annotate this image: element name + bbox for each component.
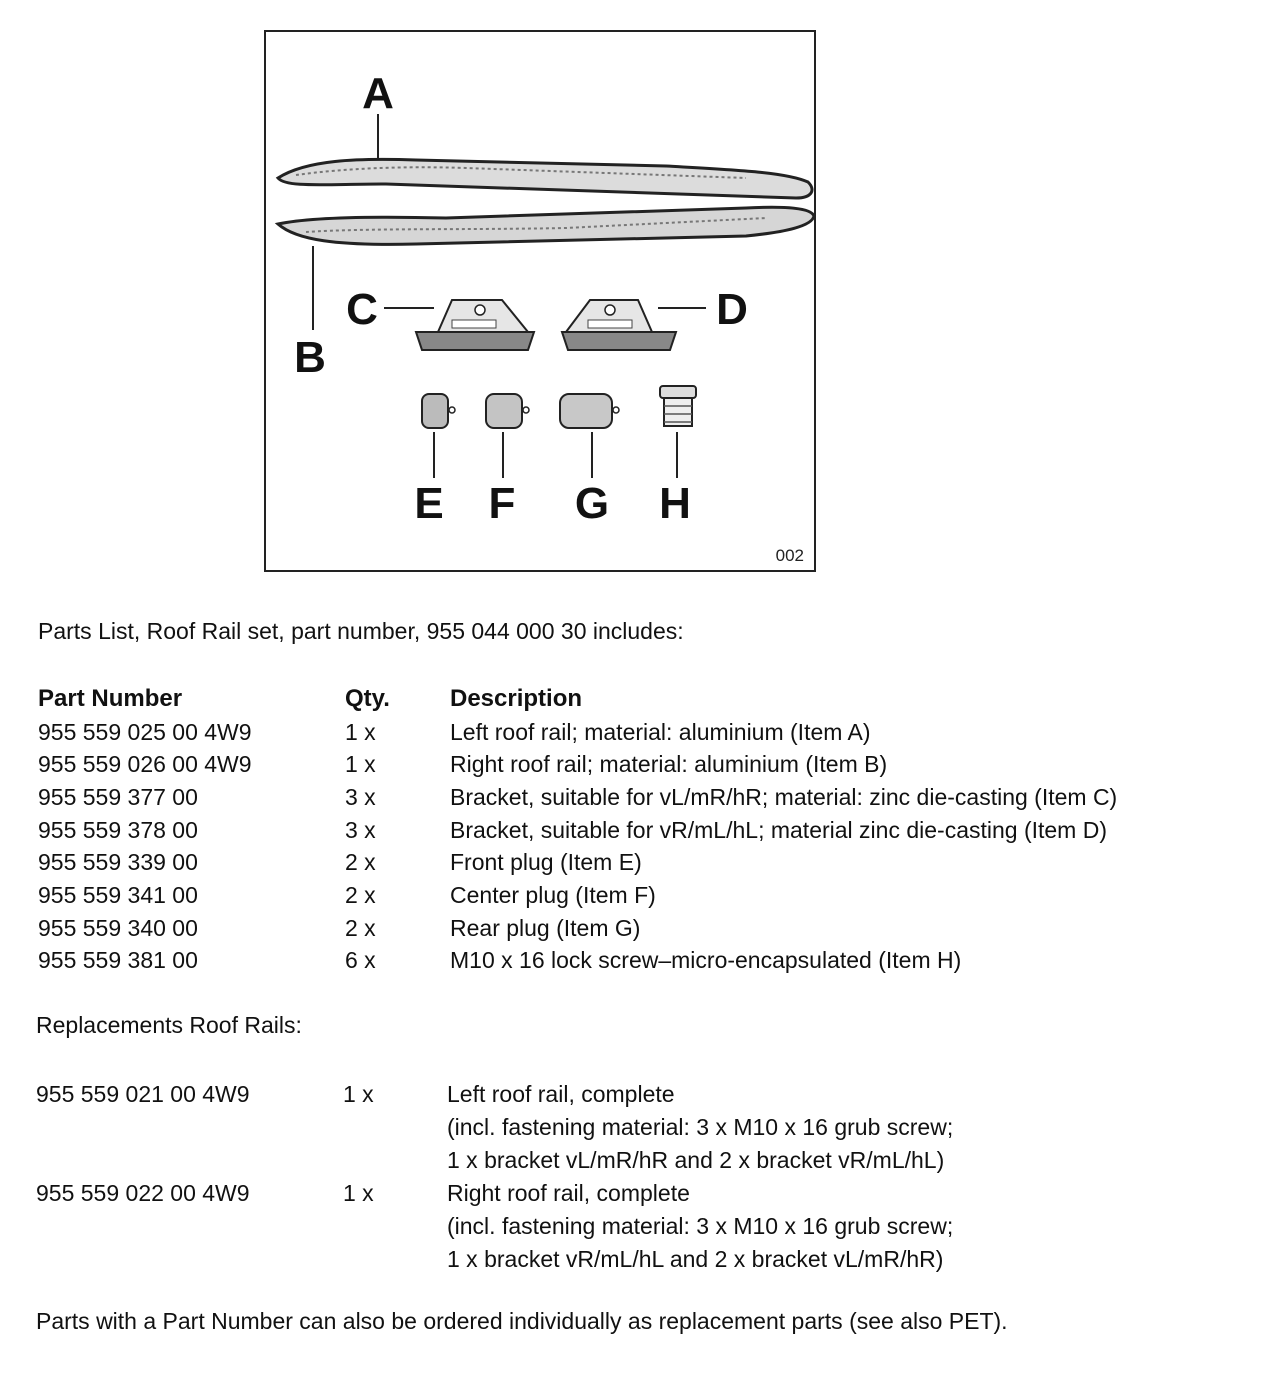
part-number: 955 559 026 00 4W9 xyxy=(38,751,252,778)
description: Rear plug (Item G) xyxy=(450,914,641,941)
description-line: Left roof rail, complete xyxy=(447,1081,675,1107)
label-e: E xyxy=(414,479,444,528)
description xyxy=(447,1177,953,1276)
description: Bracket, suitable for vL/mR/hR; material: zinc die-casting (Item C) xyxy=(450,783,1118,810)
qty: 1 x xyxy=(345,751,376,778)
plug-f xyxy=(486,394,529,428)
description-line: (incl. fastening material: 3 x M10 x 16 grub screw; xyxy=(447,1114,954,1140)
part-number: 955 559 377 00 xyxy=(38,783,198,810)
qty: 2 x xyxy=(345,849,376,876)
plug-g xyxy=(560,394,619,428)
qty: 3 x xyxy=(345,816,376,843)
description: Bracket, suitable for vR/mL/hL; material zinc die-casting (Item D) xyxy=(450,816,1108,843)
header-part-number: Part Number xyxy=(38,685,183,713)
label-c: C xyxy=(346,285,378,334)
rail-a xyxy=(278,159,812,198)
table-row xyxy=(38,748,1117,781)
part-number: 955 559 378 00 xyxy=(38,816,198,843)
figure-number: 002 xyxy=(775,546,804,565)
part-number: 955 559 021 00 4W9 xyxy=(36,1081,250,1107)
description: Left roof rail; material: aluminium (Item A) xyxy=(450,718,871,745)
qty: 2 x xyxy=(345,881,376,908)
part-number: 955 559 381 00 xyxy=(38,947,198,974)
description: Front plug (Item E) xyxy=(450,849,642,876)
rail-b xyxy=(278,207,814,244)
table-row xyxy=(38,912,1117,945)
qty: 1 x xyxy=(343,1180,374,1206)
description xyxy=(447,1078,953,1177)
table-header-row xyxy=(38,683,1117,716)
description-line: 1 x bracket vL/mR/hR and 2 x bracket vR/mL/hL) xyxy=(447,1147,945,1173)
part-number: 955 559 341 00 xyxy=(38,881,198,908)
label-a: A xyxy=(362,69,394,118)
screw-h xyxy=(660,386,696,426)
description: Center plug (Item F) xyxy=(450,881,656,908)
label-b: B xyxy=(294,333,326,382)
replacements-title: Replacements Roof Rails: xyxy=(36,1012,302,1038)
part-number: 955 559 340 00 xyxy=(38,914,198,941)
label-h: H xyxy=(659,479,691,528)
part-number: 955 559 022 00 4W9 xyxy=(36,1180,250,1206)
header-description: Description xyxy=(450,685,583,713)
header-qty: Qty. xyxy=(345,685,390,713)
table-row xyxy=(38,716,1117,749)
parts-table xyxy=(38,683,1117,977)
description: M10 x 16 lock screw–micro-encapsulated (Item H) xyxy=(450,947,962,974)
qty: 6 x xyxy=(345,947,376,974)
qty: 1 x xyxy=(345,718,376,745)
qty: 2 x xyxy=(345,914,376,941)
label-f: F xyxy=(488,479,516,528)
part-number: 955 559 025 00 4W9 xyxy=(38,718,252,745)
label-d: D xyxy=(716,285,748,334)
part-number: 955 559 339 00 xyxy=(38,849,198,876)
table-row xyxy=(38,945,1117,978)
qty: 1 x xyxy=(343,1081,374,1107)
parts-illustration xyxy=(264,30,816,572)
footnote: Parts with a Part Number can also be ordered individually as replacement parts (see also PET). xyxy=(36,1308,1008,1334)
parts-list-intro: Parts List, Roof Rail set, part number, 955 044 000 30 includes: xyxy=(38,618,684,644)
description-line: (incl. fastening material: 3 x M10 x 16 grub screw; xyxy=(447,1213,954,1239)
qty: 3 x xyxy=(345,783,376,810)
table-row xyxy=(38,781,1117,814)
parts-drawing xyxy=(266,32,818,574)
description: Right roof rail; material: aluminium (Item B) xyxy=(450,751,888,778)
table-row xyxy=(38,814,1117,847)
label-g: G xyxy=(574,479,610,528)
table-row xyxy=(38,879,1117,912)
plug-e xyxy=(422,394,455,428)
description-line: 1 x bracket vR/mL/hL and 2 x bracket vL/mR/hR) xyxy=(447,1246,944,1272)
table-row xyxy=(38,846,1117,879)
description-line: Right roof rail, complete xyxy=(447,1180,690,1206)
